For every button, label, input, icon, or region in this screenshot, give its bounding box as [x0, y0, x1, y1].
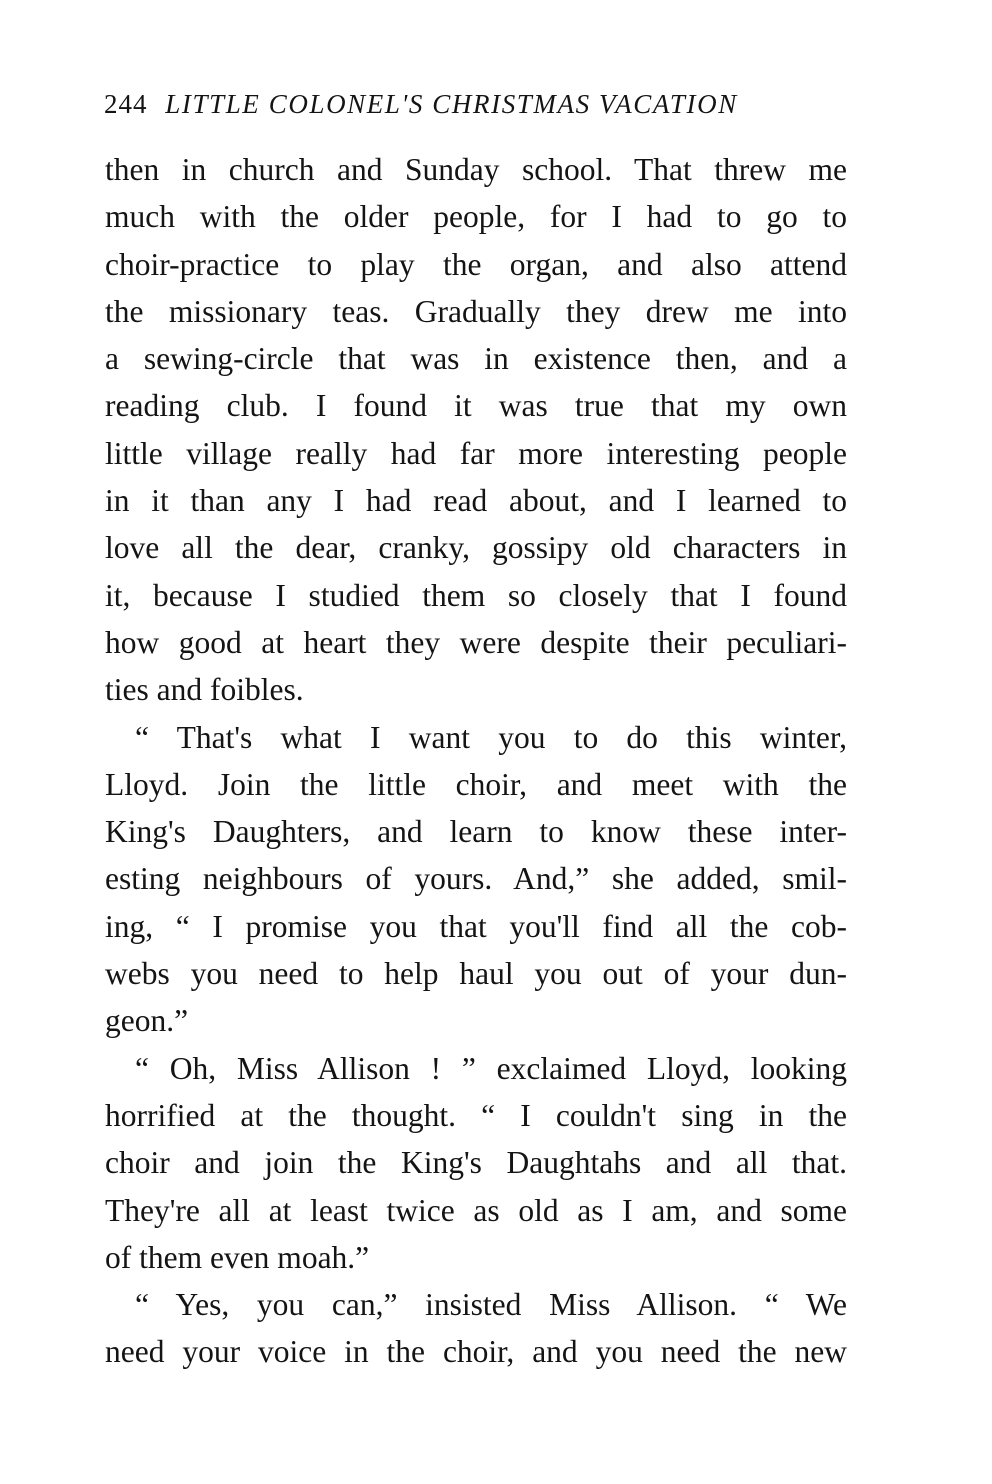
text-line: little village really had far more interesting people: [105, 435, 847, 471]
text-line: love all the dear, cranky, gossipy old characters in: [105, 530, 847, 566]
running-header: [104, 84, 844, 124]
text-line: in it than any I had read about, and I learned to: [105, 483, 847, 519]
text-line: “ Yes, you can,” insisted Miss Allison. “ We: [135, 1287, 847, 1323]
page-number: 244: [104, 89, 148, 119]
text-line: the missionary teas. Gradually they drew me into: [105, 293, 847, 329]
text-line: “ Oh, Miss Allison ! ” exclaimed Lloyd, looking: [135, 1050, 847, 1086]
text-line: esting neighbours of yours. And,” she added, smil-: [105, 861, 847, 897]
text-line: geon.”: [105, 1003, 189, 1039]
text-line: webs you need to help haul you out of your dun-: [105, 956, 847, 992]
text-line: choir and join the King's Daughtahs and all that.: [105, 1145, 847, 1181]
text-line: They're all at least twice as old as I am, and some: [105, 1192, 847, 1228]
text-line: need your voice in the choir, and you need the new: [105, 1334, 847, 1370]
text-line: choir-practice to play the organ, and also attend: [105, 246, 847, 282]
body-text: [105, 146, 847, 1376]
running-title: LITTLE COLONEL'S CHRISTMAS VACATION: [165, 89, 738, 119]
text-line: King's Daughters, and learn to know these inter-: [105, 814, 847, 850]
text-line: reading club. I found it was true that my own: [105, 388, 847, 424]
text-line: it, because I studied them so closely that I found: [105, 577, 847, 613]
text-line: Lloyd. Join the little choir, and meet with the: [105, 766, 847, 802]
text-line: of them even moah.”: [105, 1239, 370, 1275]
text-line: ties and foibles.: [105, 672, 304, 708]
text-line: how good at heart they were despite their peculiari-: [105, 624, 847, 660]
text-line: a sewing-circle that was in existence then, and a: [105, 341, 847, 377]
text-line: horrified at the thought. “ I couldn't sing in the: [105, 1097, 847, 1133]
text-line: “ That's what I want you to do this winter,: [135, 719, 847, 755]
text-line: much with the older people, for I had to go to: [105, 199, 847, 235]
text-line: ing, “ I promise you that you'll find all the cob-: [105, 908, 847, 944]
text-line: then in church and Sunday school. That threw me: [105, 152, 847, 187]
